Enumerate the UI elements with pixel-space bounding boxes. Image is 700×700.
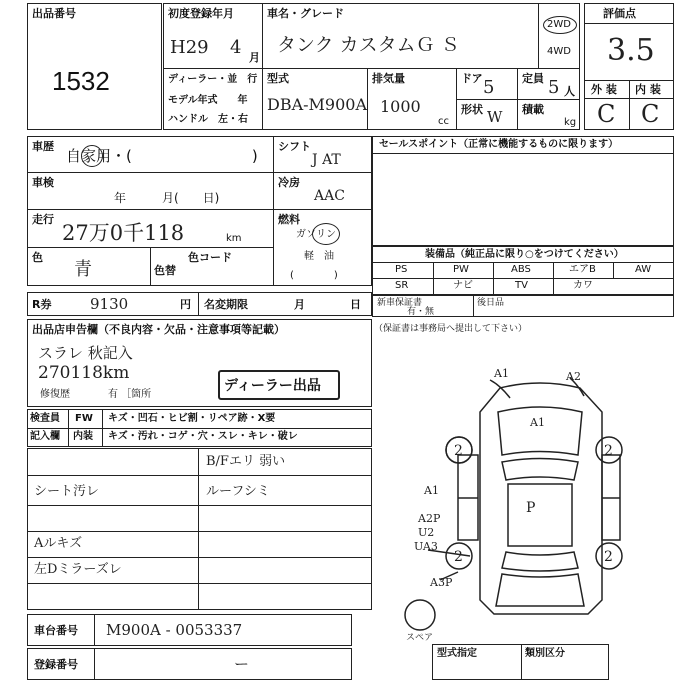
reg-number-label: 登録番号 [34, 658, 78, 671]
diagram-mark-9: P [526, 500, 536, 516]
warranty-label: 新車保証書 [377, 298, 423, 308]
diagram-mark-7: UA3 [414, 540, 438, 553]
exterior-label: 外 装 [591, 83, 617, 96]
model-year-label: モデル年式 年 [168, 95, 248, 106]
mileage-label: 走行 [32, 213, 54, 226]
diagram-mark-8: A3P [430, 576, 453, 589]
car-trunk [496, 574, 584, 606]
type-designation-label: 型式指定 [437, 648, 477, 659]
equip-ps: PS [395, 264, 408, 275]
capacity-label: 定員 [522, 72, 544, 85]
repair-value: 有 ［箇所 [108, 389, 152, 400]
inspector-label: 検査員 [30, 413, 60, 424]
equipment-label: 装備品（純正品に限り○をつけてください） [425, 249, 624, 260]
sales-points-label: セールスポイント（正常に機能するものに限ります） [379, 139, 619, 150]
exterior-items: キズ・凹石・ヒビ割・リペア跡・X要 [108, 413, 276, 424]
remark-3: ルーフシミ [206, 484, 270, 499]
diagram-mark-3: A1 [530, 416, 545, 429]
inspection-label: 車検 [32, 176, 54, 189]
warranty-note: （保証書は事務局へ提出して下さい） [374, 324, 528, 334]
shape-value: W [487, 108, 503, 126]
aircon-value: AAC [314, 188, 345, 204]
shift-label: シフト [278, 140, 311, 153]
shape-label: 形状 [461, 103, 483, 116]
diagram-mark-12: 2 [454, 549, 463, 565]
capacity-unit: 人 [564, 85, 575, 98]
dealer-label: ディーラー・並 行 [168, 74, 258, 85]
diagram-mark-6: U2 [418, 526, 435, 539]
car-name-label: 車名・グレード [267, 7, 344, 20]
equip-tv: TV [515, 280, 528, 291]
diagram-mark-13: 2 [604, 549, 613, 565]
car-rear-window [502, 552, 578, 571]
entry-label: 記入欄 [30, 431, 60, 442]
score-label: 評価点 [603, 7, 636, 20]
inspection-value: 年 月( 日) [114, 191, 220, 205]
equip-airbag: エアB [569, 264, 596, 275]
color-change-label: 色替 [154, 264, 176, 277]
drive-2wd: 2WD [547, 19, 571, 30]
fuel-diesel: 軽 油 [304, 251, 334, 262]
seller-note-line2: 270118km [38, 363, 130, 383]
diagram-mark-11: 2 [604, 443, 613, 459]
registration-label: 初度登録年月 [168, 7, 234, 20]
capacity-value: 5 [548, 77, 560, 98]
dealer-stamp-text: ディーラー出品 [224, 378, 321, 394]
car-hood [498, 407, 582, 455]
score-value: 3.5 [607, 33, 655, 68]
warranty-value: 有・無 [407, 307, 435, 317]
history-value: 自家用・( ) [66, 147, 258, 165]
after-item-label: 後日品 [477, 298, 505, 308]
name-change-day: 日 [350, 298, 361, 311]
exterior-grade: C [597, 100, 616, 128]
shift-value: J AT [312, 152, 341, 168]
recycle-label: R券 [32, 298, 52, 311]
displacement-label: 排気量 [372, 72, 405, 85]
car-windshield [502, 459, 578, 481]
history-label: 車歴 [32, 140, 54, 153]
fuel-gasoline: ガソリン [296, 229, 336, 240]
diagram-mark-5: A2P [418, 512, 441, 525]
diagram-mark-4: A1 [424, 484, 439, 497]
mileage-unit: km [226, 233, 242, 244]
spare-label: スペア [406, 633, 434, 643]
class-label: 類別区分 [525, 648, 565, 659]
spare-tire [405, 600, 435, 630]
name-change-label: 名変期限 [204, 298, 248, 311]
interior-items: キズ・汚れ・コゲ・穴・スレ・キレ・破レ [108, 431, 298, 442]
diagram-mark-10: 2 [454, 443, 463, 459]
chassis-label: 車台番号 [34, 624, 78, 637]
reg-number-value: ー [234, 655, 250, 673]
equip-abs: ABS [511, 264, 531, 275]
equip-leather: カワ [573, 280, 593, 291]
diagram-mark-1: A1 [494, 367, 509, 380]
equip-navi: ナビ [453, 280, 473, 291]
diagram-mark-2: A2 [566, 370, 581, 383]
mileage-value: 27万0千118 [62, 221, 185, 245]
registration-era: H29 [170, 37, 209, 58]
car-name-value: タンク カスタムＧ Ｓ [277, 34, 460, 56]
equip-aw: AW [635, 264, 652, 275]
load-unit: kg [564, 117, 577, 128]
interior-tag: 内装 [73, 431, 93, 442]
load-label: 積載 [522, 103, 544, 116]
fuel-other: ( ) [290, 270, 338, 281]
interior-grade: C [641, 100, 660, 128]
color-code-label: 色コード [188, 251, 232, 264]
registration-month: 4 [230, 37, 242, 58]
remark-2: シート汚レ [34, 484, 100, 499]
displacement-value: 1000 [380, 97, 421, 116]
chassis-value: M900A - 0053337 [106, 621, 243, 639]
repair-label: 修復歴 [40, 389, 70, 400]
color-label: 色 [32, 251, 43, 264]
seller-notes-label: 出品店申告欄（不良内容・欠品・注意事項等記載） [32, 323, 285, 336]
displacement-unit: cc [438, 116, 449, 127]
exterior-tag: FW [75, 413, 93, 424]
equip-sr: SR [395, 280, 409, 291]
doors-label: ドア [461, 72, 483, 85]
recycle-unit: 円 [180, 298, 191, 311]
drive-4wd: 4WD [547, 46, 571, 57]
doors-value: 5 [483, 77, 495, 98]
handle-label: ハンドル 左・右 [168, 114, 248, 125]
fuel-label: 燃料 [278, 213, 300, 226]
model-value: DBA-M900A [267, 95, 368, 114]
lot-label: 出品番号 [32, 7, 76, 20]
remark-1: B/Fエリ 弱い [206, 454, 286, 469]
aircon-label: 冷房 [278, 176, 300, 189]
recycle-value: 9130 [90, 295, 129, 313]
remark-4: Aルキズ [34, 536, 83, 551]
lot-number: 1532 [52, 66, 110, 96]
model-label: 型式 [267, 72, 289, 85]
car-roof [508, 484, 572, 546]
equip-pw: PW [453, 264, 469, 275]
seller-note-line1: スラレ 秋記入 [38, 344, 133, 362]
interior-label: 内 装 [635, 83, 661, 96]
remark-5: 左Dミラーズレ [34, 562, 122, 577]
color-value: 青 [74, 259, 92, 280]
name-change-month: 月 [294, 298, 305, 311]
registration-month-suffix: 月 [249, 51, 260, 64]
